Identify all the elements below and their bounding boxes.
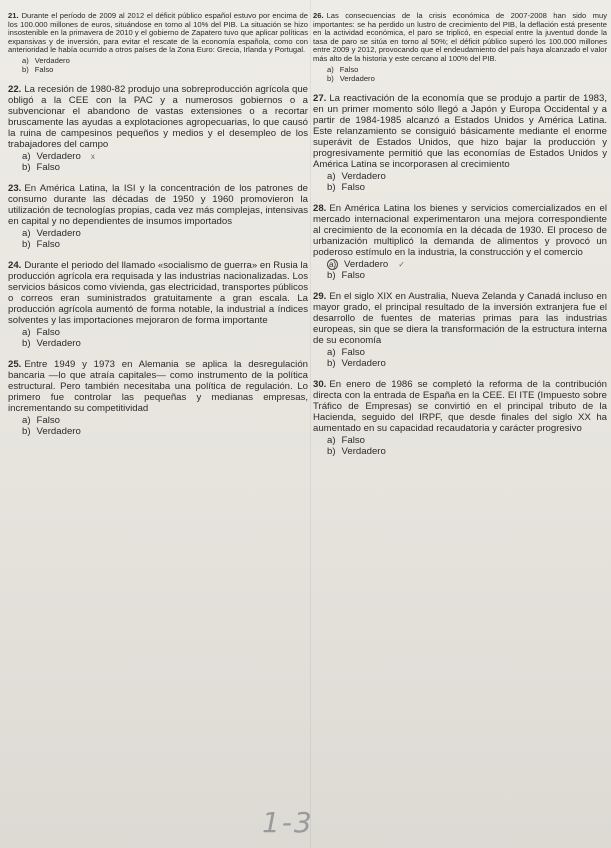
question-24 — [8, 260, 308, 349]
option-letter: a) — [22, 414, 31, 426]
answer-option[interactable] — [8, 151, 308, 162]
question-body: Entre 1949 y 1973 en Alemania se aplica la desregulación bancaria —lo que atraía capitales— como instrumento de la política estructural. Pero también necesitaba una política de regulación. Lo primero fue controlar las pequeñas y medianas empresas, incrementando su competitividad — [8, 358, 308, 414]
option-label: Verdadero — [344, 258, 389, 270]
question-body: En América Latina los bienes y servicios comercializados en el mercado internacional experimentaron una mejora correspondiente al crecimiento de la economía en la década de 1930. El proceso de urbanización multiplicó la demanda de alimentos y provocó un poderoso estímulo en la industria, la construcción y el comercio — [313, 202, 607, 258]
answer-option[interactable] — [313, 65, 607, 74]
question-number: 22. — [8, 83, 22, 95]
right-column — [313, 12, 607, 467]
question-30 — [313, 379, 607, 457]
paper-fold — [310, 0, 311, 848]
question-number: 21. — [8, 11, 19, 20]
answer-option[interactable] — [313, 358, 607, 369]
option-label: Verdadero — [36, 227, 81, 239]
option-label: Falso — [34, 64, 54, 74]
question-text — [313, 93, 607, 170]
answer-option[interactable] — [8, 162, 308, 173]
question-body: Las consecuencias de la crisis económica de 2007-2008 han sido muy importantes: se ha perdido un lustro de crecimiento del PIB, la deflación está presente en la actividad económica, el paro se triplicó, en especial entre la juventud donde la tasa de paro se sitúa en torno al 50%; el déficit público superó los 100.000 millones entre 2009 y 2012, provocando que el endeudamiento del país haya alcanzado el valor más alto de la historia y este cercano al 100% del PIB. — [313, 11, 607, 63]
option-letter: a) — [22, 55, 29, 65]
option-letter: a) — [22, 227, 31, 239]
option-letter: a) — [327, 434, 336, 446]
option-label: Verdadero — [34, 55, 70, 65]
answer-option[interactable] — [313, 74, 607, 83]
option-label: Falso — [36, 161, 60, 173]
option-label: Verdadero — [36, 337, 81, 349]
question-29 — [313, 291, 607, 369]
answer-option[interactable] — [8, 56, 308, 65]
question-body: Durante el periodo del llamado «socialismo de guerra» en Rusia la producción agrícola era requisada y las industrias nacionalizadas. Los servicios básicos como vivienda, gas electricidad, transportes públicos o correos eran suministrados gratuitamente a gran escala. La producción agrícola aumentó de forma notable, la industrial a índices solventes y las importaciones mejoraron de forma importante — [8, 259, 308, 326]
option-letter: b) — [327, 445, 336, 457]
answer-option[interactable] — [8, 228, 308, 239]
option-label: Verdadero — [341, 445, 386, 457]
question-text — [8, 84, 308, 150]
option-label: Falso — [339, 64, 359, 74]
question-body: La reactivación de la economía que se produjo a partir de 1983, en un primer momento sólo llegó a Japón y Europa Occidental y a partir de 1984-1985 alcanzó a Estados Unidos y América Latina. Este relanzamiento se consiguió básicamente mediante el enorme superávit de Estados Unidos, que hizo bajar la producción y progresivamente permitió que las economías de Estados Unidos y América Latina se incorporasen al crecimiento — [313, 92, 607, 170]
option-label: Falso — [36, 414, 60, 426]
option-label: Falso — [36, 326, 60, 338]
option-letter: a) — [327, 64, 334, 74]
option-letter: b) — [327, 357, 336, 369]
option-letter: b) — [22, 337, 31, 349]
option-label: Falso — [341, 181, 365, 193]
question-body: En el siglo XIX en Australia, Nueva Zelanda y Canadá incluso en mayor grado, el principal resultado de la inversión extranjera fue el desarrollo de fuentes de materias primas para las industrias europeas, sin que se diera la transformación de la estructura interna de su economía — [313, 290, 607, 346]
option-letter: a) — [327, 170, 336, 182]
question-text — [8, 183, 308, 227]
option-letter: b) — [22, 425, 31, 437]
answer-option[interactable] — [8, 415, 308, 426]
answer-option[interactable] — [313, 270, 607, 281]
option-letter: b) — [22, 64, 29, 74]
question-number: 26. — [313, 11, 324, 20]
answer-option[interactable] — [8, 239, 308, 250]
question-number: 30. — [313, 378, 327, 390]
question-number: 29. — [313, 290, 327, 302]
question-21 — [8, 12, 308, 74]
option-label: Verdadero — [36, 425, 81, 437]
option-letter: a) — [22, 326, 31, 338]
option-letter: b) — [327, 269, 336, 281]
question-22 — [8, 84, 308, 173]
option-label: Verdadero — [341, 357, 386, 369]
option-letter: a) — [327, 346, 336, 358]
answer-option[interactable] — [313, 259, 607, 270]
answer-option[interactable] — [8, 65, 308, 74]
question-number: 28. — [313, 202, 327, 214]
option-label: Falso — [341, 269, 365, 281]
option-letter: b) — [327, 181, 336, 193]
question-text — [313, 12, 607, 64]
question-number: 25. — [8, 358, 22, 370]
handwritten-mark: ✓ — [398, 259, 405, 269]
question-23 — [8, 183, 308, 250]
question-27 — [313, 93, 607, 193]
answer-option[interactable] — [8, 327, 308, 338]
question-number: 23. — [8, 182, 22, 194]
question-text — [8, 359, 308, 414]
option-label: Verdadero — [36, 150, 81, 162]
option-label: Falso — [36, 238, 60, 250]
option-label: Falso — [341, 434, 365, 446]
option-label: Verdadero — [341, 170, 386, 182]
question-body: En enero de 1986 se completó la reforma de la contribución directa con la entrada de España en la CEE. El ITE (Impuesto sobre Tráfico de Empresas) se convirtió en el principal tributo de la Hacienda, seguido del IRPF, que desde finales del siglo XX ha aumentado en su capacidad recaudatoria y carácter progresivo — [313, 378, 607, 434]
question-number: 27. — [313, 92, 327, 104]
question-26 — [313, 12, 607, 83]
option-letter: b) — [22, 238, 31, 250]
handwritten-page-number: 1-3 — [262, 806, 314, 839]
question-text — [313, 379, 607, 434]
answer-option[interactable] — [8, 426, 308, 437]
question-body: En América Latina, la ISI y la concentración de los patrones de consumo durante las décadas de 1950 y 1960 promovieron la utilización de tecnologías propias, cada vez más complejas, intensivas en capital y no dependientes de insumos importados — [8, 182, 308, 227]
option-letter: a) — [22, 150, 31, 162]
question-28 — [313, 203, 607, 281]
answer-option[interactable] — [313, 446, 607, 457]
question-text — [313, 203, 607, 258]
answer-option[interactable] — [313, 182, 607, 193]
option-label: Verdadero — [339, 73, 375, 83]
option-letter: b) — [22, 161, 31, 173]
question-25 — [8, 359, 308, 437]
question-text — [8, 12, 308, 55]
question-body: La recesión de 1980-82 produjo una sobreproducción agrícola que obligó a la CEE con la PAC y a numerosos gobiernos o a subvencionar el abandono de vastas extensiones o a recortar bruscamente las ayudas a explotaciones agropecuarias, lo que causó la ruina de campesinos pequeños y medios y el desempleo de los trabajadores del campo — [8, 83, 308, 150]
left-column — [8, 12, 308, 447]
question-text — [313, 291, 607, 346]
question-body: Durante el período de 2009 al 2012 el déficit público español estuvo por encima de los 100.000 millones de euros, situándose en torno al 10% del PIB. La situación se hizo insostenible en la primavera de 2010 y el gobierno de Zapatero tuvo que aplicar políticas expansivas y de inversión, para evitar el rescate de la economía española, como con anterioridad le había ocurrido a otros países de la Zona Euro: Grecia, Irlanda y Portugal. — [8, 11, 308, 55]
answer-option[interactable] — [8, 338, 308, 349]
question-text — [8, 260, 308, 326]
option-label: Falso — [341, 346, 365, 358]
handwritten-mark: x — [90, 151, 95, 161]
answer-option[interactable] — [313, 171, 607, 182]
option-letter: b) — [327, 73, 334, 83]
question-number: 24. — [8, 259, 22, 271]
answer-option[interactable] — [313, 347, 607, 358]
answer-option[interactable] — [313, 435, 607, 446]
option-letter: a) — [328, 259, 337, 269]
